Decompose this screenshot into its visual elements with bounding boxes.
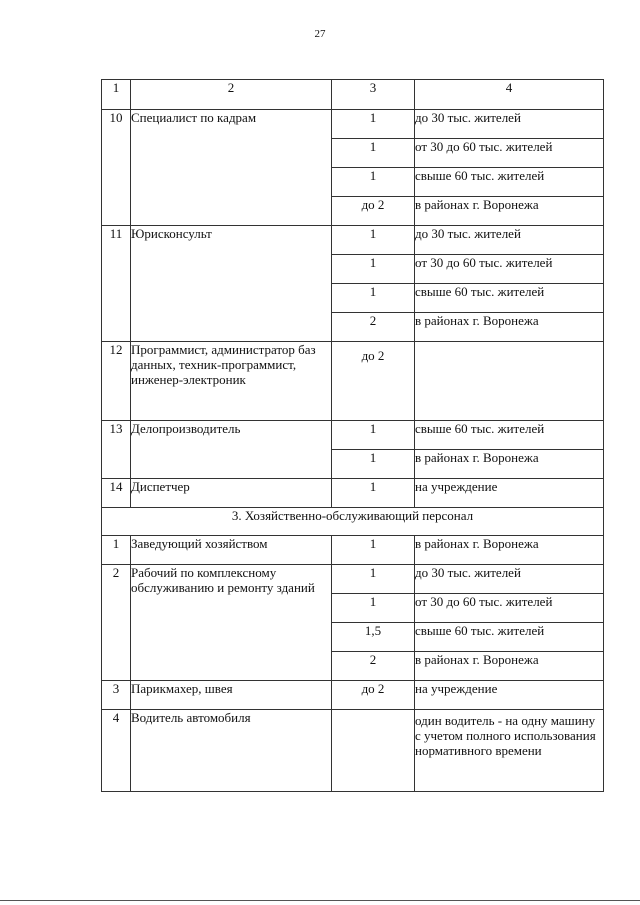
position-name: Специалист по кадрам: [131, 110, 332, 226]
note: в районах г. Воронежа: [415, 197, 604, 226]
table-row: [102, 421, 604, 450]
quantity: 2: [332, 652, 415, 681]
note: на учреждение: [415, 479, 604, 508]
section-title: 3. Хозяйственно-обслуживающий персонал: [102, 508, 604, 536]
note: до 30 тыс. жителей: [415, 565, 604, 594]
table-row: [102, 681, 604, 710]
quantity: 1: [332, 450, 415, 479]
header-row: [102, 80, 604, 110]
header-col-4: 4: [415, 80, 604, 110]
position-name: Диспетчер: [131, 479, 332, 508]
table-row: [102, 110, 604, 139]
quantity: 1: [332, 110, 415, 139]
note: на учреждение: [415, 681, 604, 710]
staff-table: [101, 79, 604, 792]
note: [415, 342, 604, 421]
row-number: 4: [102, 710, 131, 792]
note: от 30 до 60 тыс. жителей: [415, 594, 604, 623]
note: в районах г. Воронежа: [415, 536, 604, 565]
quantity: 2: [332, 313, 415, 342]
header-col-3: 3: [332, 80, 415, 110]
note: до 30 тыс. жителей: [415, 226, 604, 255]
note: в районах г. Воронежа: [415, 652, 604, 681]
table-row: [102, 479, 604, 508]
quantity: 1: [332, 421, 415, 450]
quantity: 1: [332, 168, 415, 197]
row-number: 11: [102, 226, 131, 342]
quantity: 1: [332, 536, 415, 565]
row-number: 3: [102, 681, 131, 710]
row-number: 14: [102, 479, 131, 508]
table-row: [102, 536, 604, 565]
position-name: Юрисконсульт: [131, 226, 332, 342]
page-number: 27: [314, 28, 326, 40]
position-name: Заведующий хозяйством: [131, 536, 332, 565]
row-number: 12: [102, 342, 131, 421]
quantity: 1: [332, 479, 415, 508]
footer-divider: [0, 900, 640, 901]
quantity: 1: [332, 284, 415, 313]
note: от 30 до 60 тыс. жителей: [415, 255, 604, 284]
table-row: [102, 226, 604, 255]
note: свыше 60 тыс. жителей: [415, 168, 604, 197]
row-number: 13: [102, 421, 131, 479]
quantity: до 2: [332, 342, 415, 421]
quantity: 1: [332, 565, 415, 594]
note: свыше 60 тыс. жителей: [415, 421, 604, 450]
note: в районах г. Воронежа: [415, 450, 604, 479]
table-row: [102, 565, 604, 594]
table-row: [102, 710, 604, 792]
note: свыше 60 тыс. жителей: [415, 284, 604, 313]
position-name: Программист, администратор баз данных, техник-программист, инженер-электроник: [131, 342, 332, 421]
quantity: 1: [332, 226, 415, 255]
position-name: Водитель автомобиля: [131, 710, 332, 792]
quantity: до 2: [332, 681, 415, 710]
note: от 30 до 60 тыс. жителей: [415, 139, 604, 168]
note: свыше 60 тыс. жителей: [415, 623, 604, 652]
table-row: [102, 342, 604, 421]
header-col-2: 2: [131, 80, 332, 110]
quantity: [332, 710, 415, 792]
note: до 30 тыс. жителей: [415, 110, 604, 139]
quantity: 1: [332, 255, 415, 284]
section-row: [102, 508, 604, 536]
quantity: 1: [332, 594, 415, 623]
position-name: Делопроизводитель: [131, 421, 332, 479]
position-name: Парикмахер, швея: [131, 681, 332, 710]
quantity: 1,5: [332, 623, 415, 652]
row-number: 10: [102, 110, 131, 226]
quantity: до 2: [332, 197, 415, 226]
row-number: 1: [102, 536, 131, 565]
quantity: 1: [332, 139, 415, 168]
header-col-1: 1: [102, 80, 131, 110]
position-name: Рабочий по комплексному обслуживанию и ремонту зданий: [131, 565, 332, 681]
row-number: 2: [102, 565, 131, 681]
note: один водитель - на одну машину с учетом полного использования нормативного времени: [415, 710, 604, 792]
note: в районах г. Воронежа: [415, 313, 604, 342]
